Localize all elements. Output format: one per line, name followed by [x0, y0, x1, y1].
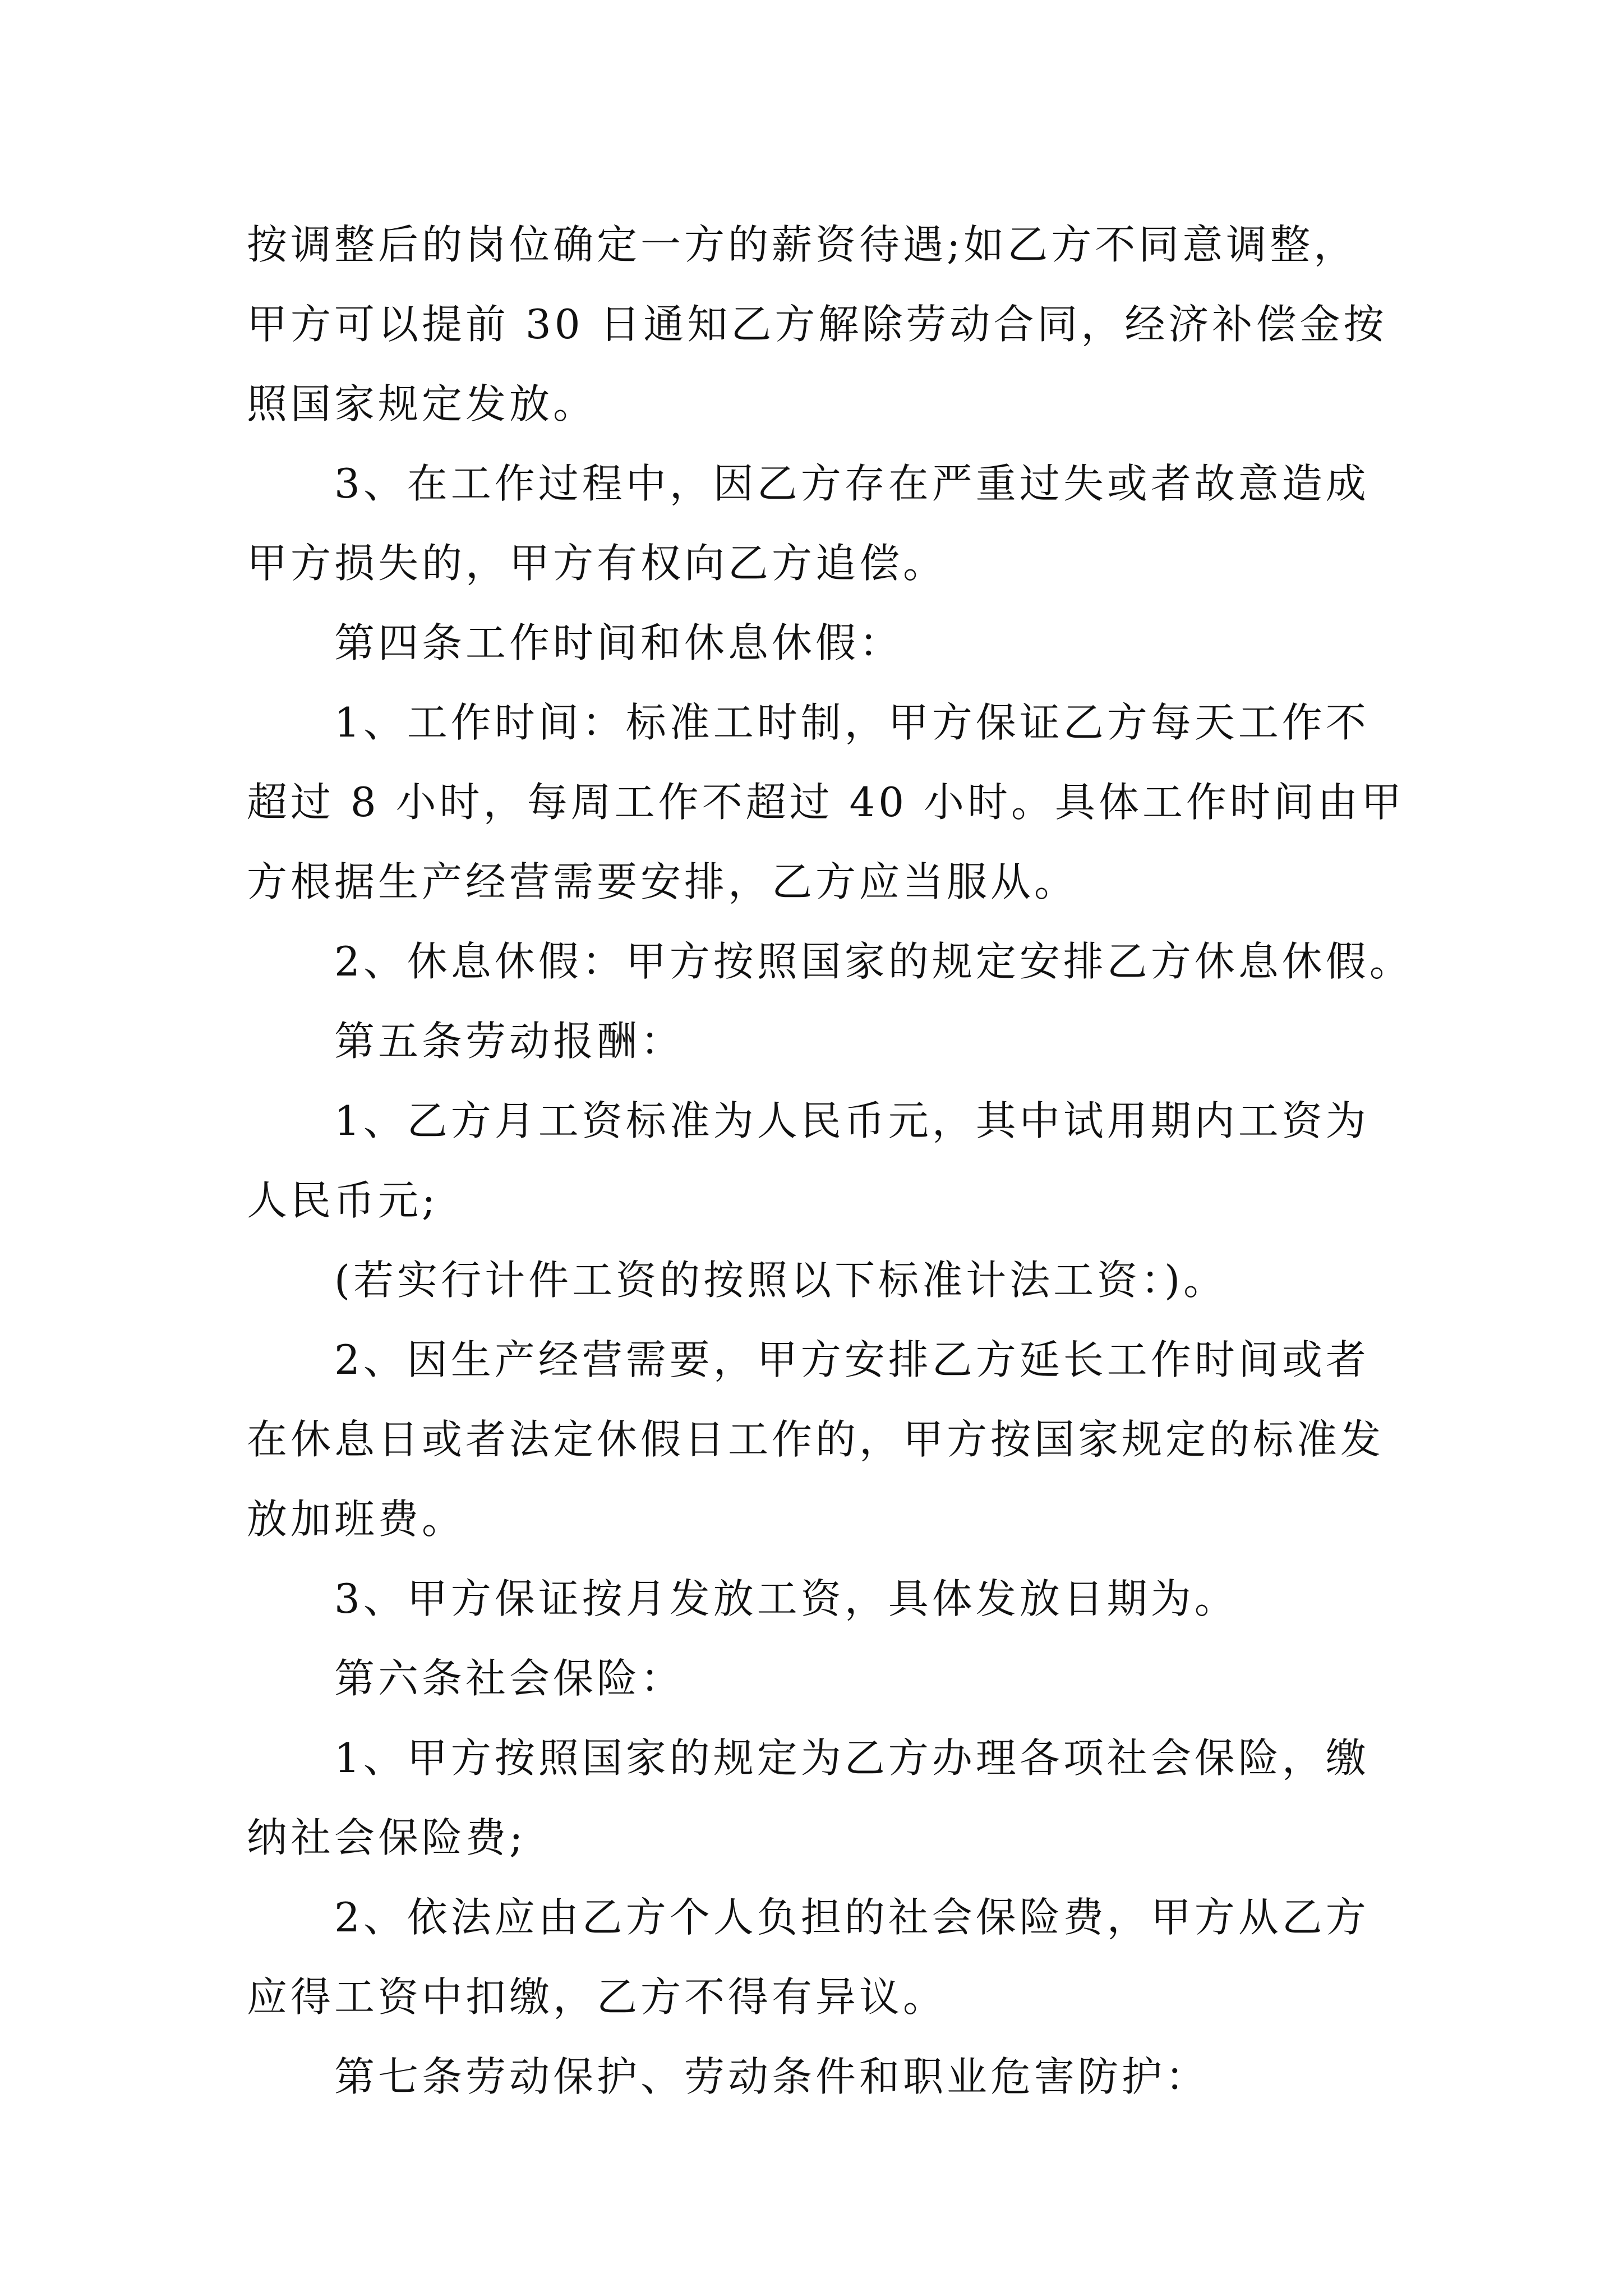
section-heading: 第五条劳动报酬：: [247, 1018, 685, 1065]
text-line: 1、工作时间：标准工时制，甲方保证乙方每天工作不: [247, 699, 1370, 746]
text-line: 人民币元;: [247, 1177, 439, 1224]
text-line: 甲方损失的，甲方有权向乙方追偿。: [247, 540, 947, 587]
section-heading: 第七条劳动保护、劳动条件和职业危害防护：: [247, 2053, 1210, 2100]
text-line: 照国家规定发放。: [247, 380, 597, 427]
section-heading: 第六条社会保险：: [247, 1655, 685, 1702]
text-line: 放加班费。: [247, 1496, 466, 1543]
document-body: [247, 205, 1413, 2116]
text-line: 2、因生产经营需要，甲方安排乙方延长工作时间或者: [247, 1336, 1370, 1383]
text-line: (若实行计件工资的按照以下标准计法工资：)。: [247, 1257, 1228, 1304]
text-line: 在休息日或者法定休假日工作的，甲方按国家规定的标准发: [247, 1416, 1385, 1463]
text-line: 1、甲方按照国家的规定为乙方办理各项社会保险，缴: [247, 1734, 1370, 1782]
text-line: 按调整后的岗位确定一方的薪资待遇;如乙方不同意调整，: [247, 221, 1358, 268]
text-line: 超过 8 小时，每周工作不超过 40 小时。具体工作时间由甲: [247, 779, 1405, 826]
text-line: 应得工资中扣缴，乙方不得有异议。: [247, 1973, 947, 2021]
text-line: 2、休息休假：甲方按照国家的规定安排乙方休息休假。: [247, 938, 1413, 985]
section-heading: 第四条工作时间和休息休假：: [247, 619, 903, 666]
text-line: 2、依法应由乙方个人负担的社会保险费，甲方从乙方: [247, 1894, 1370, 1941]
text-line: 方根据生产经营需要安排，乙方应当服从。: [247, 858, 1078, 905]
text-line: 3、在工作过程中，因乙方存在严重过失或者故意造成: [247, 460, 1370, 507]
text-line: 1、乙方月工资标准为人民币元，其中试用期内工资为: [247, 1097, 1370, 1144]
text-line: 纳社会保险费;: [247, 1814, 527, 1861]
text-line: 3、甲方保证按月发放工资，具体发放日期为。: [247, 1575, 1238, 1622]
text-line: 甲方可以提前 30 日通知乙方解除劳动合同，经济补偿金按: [247, 301, 1387, 348]
